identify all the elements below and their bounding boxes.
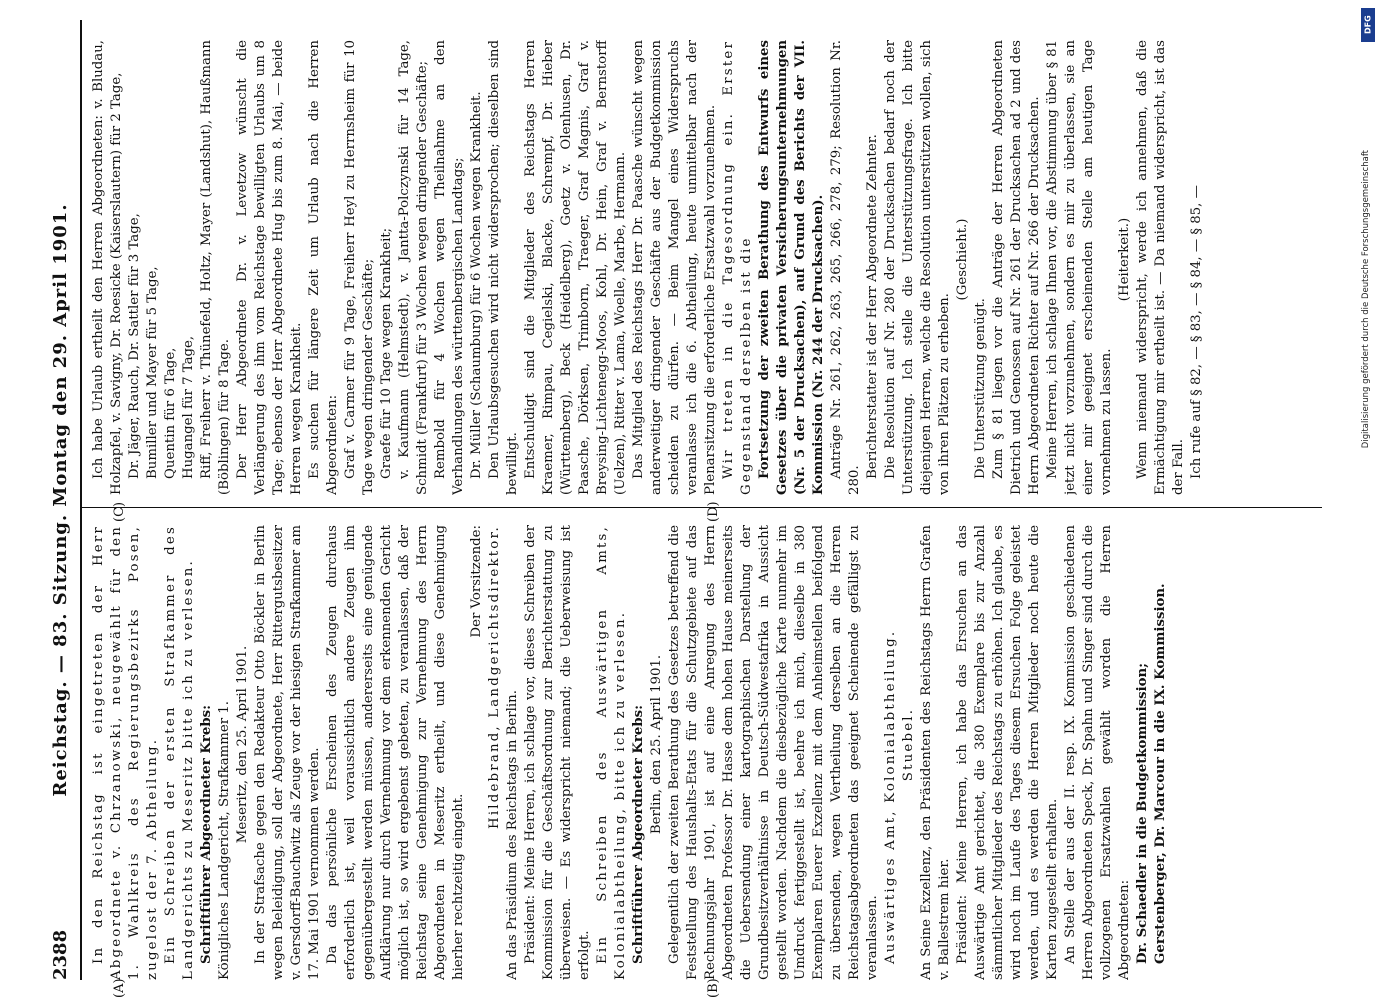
margin-marker-b: (B)	[706, 978, 721, 998]
signature-title: Der Vorsitzende:	[469, 525, 484, 638]
paragraph: Anträge Nr. 261, 262, 263, 265, 266, 278, 279; Resolution Nr. 280.	[829, 40, 862, 495]
paragraph: Wir treten in die Tagesordnung ein. Erster Gegenstand derselben ist die	[721, 40, 754, 495]
list-item: Rembold für 4 Wochen wegen Theilnahme an den Verhandlungen des württembergischen Landtags;	[433, 40, 466, 495]
list-item: Dr. Schaedler in die Budgetkommission;	[1135, 662, 1150, 964]
paragraph: Den Urlaubsgesuchen wird nicht widersprochen; dieselben sind bewilligt.	[487, 40, 520, 495]
column-divider	[82, 507, 1322, 508]
paragraph: Da das persönliche Erscheinen des Zeugen durchaus erforderlich ist, weil voraussichtlich andere Zeugen ihm gegenübergestellt werden müssen, andererseits eine genügende Aufklärung nur durch Vernehmung vor dem erkennenden Gericht möglich ist, so wird ergebenst gebeten, zu veranlassen, daß der Reichstag seine Genehmigung zur Vernehmung des Herrn Abgeordneten in Meseritz ertheilt, und diese Genehmigung hierher rechtzeitig eingeht.	[325, 525, 466, 980]
paragraph: Ich habe Urlaub ertheilt den Herren Abgeordneten: v. Bludau, Holzapfel, v. Savigny, Dr. Roesicke (Kaiserslautern) für 2 Tage,	[91, 40, 124, 495]
margin-marker-a: (A)	[112, 978, 127, 998]
letter-date: Meseritz, den 25. April 1901.	[235, 645, 250, 844]
list-item: Hugangel für 7 Tage,	[181, 335, 196, 479]
list-item: Graefe für 10 Tage wegen Krankheit;	[379, 227, 394, 479]
paragraph: In den Reichstag ist eingetreten der Herr Abgeordnete v. Chrzanowski, neugewählt für den 1. Wahlkreis des Regierungsbezirks Posen, zugelost der 7. Abtheilung.	[91, 525, 160, 980]
list-item: Quentin für 6 Tage,	[163, 347, 178, 479]
address: An Seine Exzellenz, den Präsidenten des Reichstags Herrn Grafen v. Ballestrem hier.	[919, 525, 952, 980]
margin-marker-c: (C)	[112, 501, 127, 522]
left-column	[90, 525, 1320, 980]
interjection: (Heiterkeit.)	[1117, 217, 1132, 302]
paragraph: Meine Herren, ich schlage Ihnen vor, die Abstimmung über § 81 jetzt nicht vorzunehmen, sondern es mir zu überlassen, sie an einer mir geeignet erscheinenden Stelle am heutigen Tage vornehmen zu lassen.	[1045, 40, 1114, 495]
paragraph: Das Mitglied des Reichstags Herr Dr. Paasche wünscht wegen anderweitiger dringender Geschäfte aus der Budgetkommission scheiden zu dürfen. — Beim Mangel eines Widerspruchs veranlasse ich die 6. Abtheilung, heute unmittelbar nach der Plenarsitzung die erforderliche Ersatzwahl vorzunehmen.	[631, 40, 718, 495]
paragraph: Ein Schreiben der ersten Strafkammer des Landgerichts zu Meseritz bitte ich zu verlesen.	[163, 525, 196, 980]
paragraph: Die Unterstützung genügt.	[973, 298, 988, 479]
list-item: Dr. Müller (Schaumburg) für 6 Wochen wegen Krankheit.	[469, 91, 484, 479]
right-column	[90, 40, 1320, 495]
signature-name: Stuebel.	[901, 707, 916, 782]
running-header: Reichstag. — 83. Sitzung. Montag den 29. April 1901.	[50, 203, 71, 797]
header-rule	[80, 20, 82, 980]
paragraph: Zum § 81 liegen vor die Anträge der Herren Abgeordneten Dietrich und Genossen auf Nr. 261 der Drucksachen ad 2 und des Herrn Abgeordneten Richter auf Nr. 266 der Drucksachen.	[991, 40, 1042, 495]
paragraph: Der Herr Abgeordnete Dr. v. Levetzow wünscht die Verlängerung des ihm vom Reichstage bewilligten Urlaubs um 8 Tage; ebenso der Herr Abgeordnete Hug bis zum 8. Mai, — beide Herren wegen Krankheit.	[235, 40, 304, 495]
paragraph: Präsident: Meine Herren, ich habe das Ersuchen an das Auswärtige Amt gerichtet, die 380 Exemplare bis zur Anzahl sämmtlicher Mitglieder des Reichstags zu erhöhen. Ich glaube, es wird noch im Laufe des Tages diesem Ersuchen Folge geleistet werden, und es werden die Herren Mitglieder noch heute die Karten zugestellt erhalten.	[955, 525, 1060, 980]
digitization-note: Digitalisierung gefördert durch die Deutsche Forschungsgemeinschaft	[1361, 150, 1371, 449]
paragraph: Ein Schreiben des Auswärtigen Amts, Kolonialabtheilung, bitte ich zu verlesen.	[595, 525, 628, 980]
interjection: (Geschieht.)	[955, 218, 970, 301]
signature-name: Hildebrand, Landgerichtsdirektor.	[487, 525, 502, 829]
speaker-line: Schriftführer Abgeordneter Krebs:	[631, 704, 646, 964]
list-item: Bumiller und Mayer für 5 Tage,	[145, 266, 160, 479]
paragraph: Die Resolution auf Nr. 280 der Drucksachen bedarf noch der Unterstützung. Ich stelle die Unterstützungsfrage. Ich bitte diejenigen Herren, welche die Resolution unterstützen wollen, sich von ihren Plätzen zu erheben.	[883, 40, 952, 495]
paragraph: Gelegentlich der zweiten Berathung des Gesetzes betreffend die Feststellung des Haushalts-Etats für die Schutzgebiete auf das Rechnungsjahr 1901, ist auf eine Anregung des Herrn Abgeordneten Professor Dr. Hasse dem hohen Hause meinerseits die Uebersendung einer kartographischen Darstellung der Grundbesitzverhältnisse in Deutsch-Südwestafrika in Aussicht gestellt worden. Nachdem die diesbezügliche Karte nunmehr im Umdruck fertiggestellt ist, beehre ich mich, dieselbe in 380 Exemplaren Euerer Exzellenz mit dem Anheimstellen beifolgend zu übersenden, wegen Vertheilung derselben an die Herren Reichstagsabgeordneten das geeignet Scheinende gefälligst zu veranlassen.	[667, 525, 880, 980]
agenda-item: Fortsetzung der zweiten Berathung des Entwurfs eines Gesetzes über die privaten Versicherungsunternehmungen (Nr. 5 der Drucksachen), auf Grund des Berichts der VII. Kommission (Nr. 244 der Drucksachen).	[757, 40, 826, 495]
list-item: Gerstenberger, Dr. Marcour in die IX. Kommission.	[1153, 583, 1168, 964]
paragraph: Präsident: Meine Herren, ich schlage vor, dieses Schreiben der Kommission für die Geschäftsordnung zur Berichterstattung zu überweisen. — Es widerspricht niemand; die Ueberweisung ist erfolgt.	[523, 525, 592, 980]
letter-heading: Königliches Landgericht, Strafkammer 1.	[217, 701, 232, 980]
list-item: Dr. Jäger, Rauch, Dr. Sattler für 3 Tage,	[127, 213, 142, 479]
paragraph: Berichterstatter ist der Herr Abgeordnete Zehnter.	[865, 134, 880, 479]
paragraph: Entschuldigt sind die Mitglieder des Reichstags Herren Kraemer, Rimpau, Cegielski, Blacke, Schrempf, Dr. Hieber (Württemberg), Beck (Heidelberg), Goetz v. Olenhusen, Dr. Paasche, Dörksen, Trimborn, Traeger, Graf Magnis, Graf v. Breysing-Lichtenegg-Moos, Kohl, Dr. Hein, Graf v. Bernstorff (Uelzen), Ritter v. Lama, Woelle, Marbe, Hermann.	[523, 40, 628, 495]
paragraph: Es suchen für längere Zeit um Urlaub nach die Herren Abgeordneten:	[307, 40, 340, 495]
list-item: Graf v. Carmer für 9 Tage, Freiherr Heyl zu Herrnsheim für 10 Tage wegen dringender Geschäfte;	[343, 40, 376, 495]
address: An das Präsidium des Reichstags in Berlin.	[505, 690, 520, 980]
paragraph: Ich rufe auf § 82, — § 83, — § 84, — § 85, —	[1189, 185, 1204, 479]
paragraph: In der Strafsache gegen den Redakteur Otto Böckler in Berlin wegen Beleidigung, soll der Abgeordnete, Herr Rittergutsbesitzer v. Gersdorff-Bauchwitz als Zeuge vor der hiesigen Strafkammer am 17. Mai 1901 vernommen werden.	[253, 525, 322, 980]
paragraph: An Stelle der aus der II. resp. IX. Kommission geschiedenen Herren Abgeordneten Speck, Dr. Spahn und Singer sind durch die vollzogenen Ersatzwahlen gewählt worden die Herren Abgeordneten:	[1063, 525, 1132, 980]
paragraph: Wenn niemand widerspricht, werde ich annehmen, daß die Ermächtigung mir ertheilt ist. — Da niemand widerspricht, ist das der Fall.	[1135, 40, 1186, 495]
speaker-line: Schriftführer Abgeordneter Krebs:	[199, 704, 214, 964]
dfg-logo: DFG	[1361, 8, 1375, 42]
page-number: 2388	[50, 929, 71, 980]
signature-title: Auswärtiges Amt, Kolonialabtheilung.	[883, 629, 898, 964]
margin-marker-d: (D)	[706, 501, 721, 522]
list-item: v. Kaufmann (Helmstedt), v. Jantta-Polczynski für 14 Tage, Schmidt (Frankfurt) für 3 Wochen wegen dringender Geschäfte;	[397, 40, 430, 495]
list-item: Riff, Freiherr v. Thünefeld, Holtz, Mayer (Landshut), Haußmann (Böblingen) für 8 Tage.	[199, 40, 232, 495]
letter-date: Berlin, den 25. April 1901.	[649, 654, 664, 835]
